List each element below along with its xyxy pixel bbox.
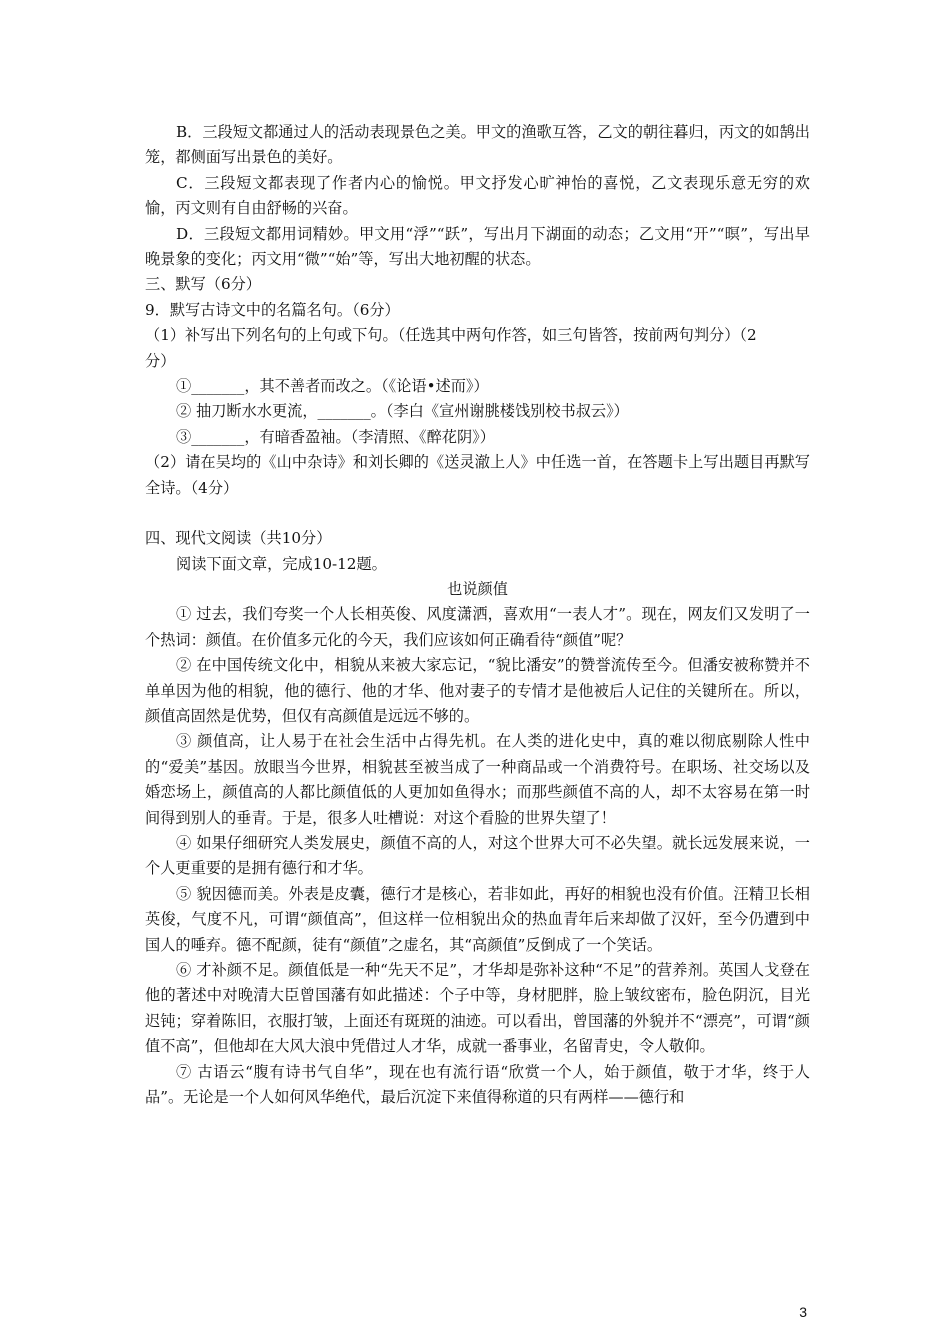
article-paragraph-1: ① 过去，我们夸奖一个人长相英俊、风度潇洒，喜欢用“一表人才”。现在，网友们又发明了一个热词：颜值。在价值多元化的今天，我们应该如何正确看待“颜值”呢？: [145, 605, 810, 649]
document-page: [145, 120, 810, 1110]
part1-intro-score: 分）: [145, 351, 176, 370]
section4-heading: 四、现代文阅读（共10分）: [145, 529, 332, 548]
article-paragraph-3: ③ 颜值高，让人易于在社会生活中占得先机。在人类的进化史中，真的难以彻底剔除人性中的“爱美”基因。放眼当今世界，相貌甚至被当成了一种商品或一个消费符号。在职场、社交场以及婚恋场上，颜值高的人都比颜值低的人更加如鱼得水；而那些颜值不高的人，却不太容易在第一时间得到别人的垂青。于是，很多人吐槽说：对这个看脸的世界失望了！: [145, 732, 810, 827]
fill-blank-1: ①_______，其不善者而改之。（《论语•述而》）: [176, 377, 489, 396]
reading-instruction: 阅读下面文章，完成10-12题。: [176, 554, 387, 573]
fill-blank-3: ③_______，有暗香盈袖。（李清照、《醉花阴》）: [176, 427, 495, 446]
section3-heading: 三、默写（6分）: [145, 275, 261, 294]
fill-blank-2: ② 抽刀断水水更流，_______。（李白《宣州谢朓楼饯别校书叔云》）: [176, 402, 629, 421]
option-b: B．三段短文都通过人的活动表现景色之美。甲文的渔歌互答，乙文的朝往暮归，丙文的如鹄出笼，都侧面写出景色的美好。: [145, 123, 810, 167]
part1-intro: （1）补写出下列名句的上句或下句。（任选其中两句作答，如三句皆答，按前两句判分）（2: [145, 326, 757, 345]
article-paragraph-6: ⑥ 才补颜不足。颜值低是一种“先天不足”，才华却是弥补这种“不足”的营养剂。英国人戈登在他的著述中对晚清大臣曾国藩有如此描述：个子中等，身材肥胖，脸上皱纹密布，脸色阴沉，目光迟钝；穿着陈旧，衣服打皱，上面还有斑斑的油迹。可以看出，曾国藩的外貌并不“漂亮”，可谓“颜值不高”，但他却在大风大浪中凭借过人才华，成就一番事业，名留青史，令人敬仰。: [145, 961, 810, 1056]
article-paragraph-5: ⑤ 貌因德而美。外表是皮囊，德行才是核心，若非如此，再好的相貌也没有价值。汪精卫长相英俊，气度不凡，可谓“颜值高”，但这样一位相貌出众的热血青年后来却做了汉奸，至今仍遭到中国人的唾弃。德不配颜，徒有“颜值”之虚名，其“高颜值”反倒成了一个笑话。: [145, 884, 810, 954]
article-paragraph-7: ⑦ 古语云“腹有诗书气自华”，现在也有流行语“欣赏一个人，始于颜值，敬于才华，终于人品”。无论是一个人如何风华绝代，最后沉淀下来值得称道的只有两样——德行和: [145, 1062, 810, 1107]
question-9: 9．默写古诗文中的名篇名句。（6分）: [145, 300, 400, 319]
option-d: D．三段短文都用词精妙。甲文用“浮”“跃”，写出月下湖面的动态；乙文用“开”“暝”，写出早晚景象的变化；丙文用“微”“始”等，写出大地初醒的状态。: [145, 224, 810, 269]
article-title: 也说颜值: [447, 579, 508, 598]
part2-question: （2）请在吴均的《山中杂诗》和刘长卿的《送灵澈上人》中任选一首，在答题卡上写出题目再默写全诗。（4分）: [145, 453, 810, 497]
spacer: [145, 501, 810, 526]
option-c: C．三段短文都表现了作者内心的愉悦。甲文抒发心旷神怡的喜悦，乙文表现乐意无穷的欢愉，丙文则有自由舒畅的兴奋。: [145, 173, 810, 218]
page-number: 3: [799, 1304, 807, 1320]
article-paragraph-4: ④ 如果仔细研究人类发展史，颜值不高的人，对这个世界大可不必失望。就长远发展来说，一个人更重要的是拥有德行和才华。: [145, 833, 810, 878]
article-paragraph-2: ② 在中国传统文化中，相貌从来被大家忘记，“貌比潘安”的赞誉流传至今。但潘安被称赞并不单单因为他的相貌，他的德行、他的才华、他对妻子的专情才是他被后人记住的关键所在。所以，颜值高固然是优势，但仅有高颜值是远远不够的。: [145, 656, 810, 725]
